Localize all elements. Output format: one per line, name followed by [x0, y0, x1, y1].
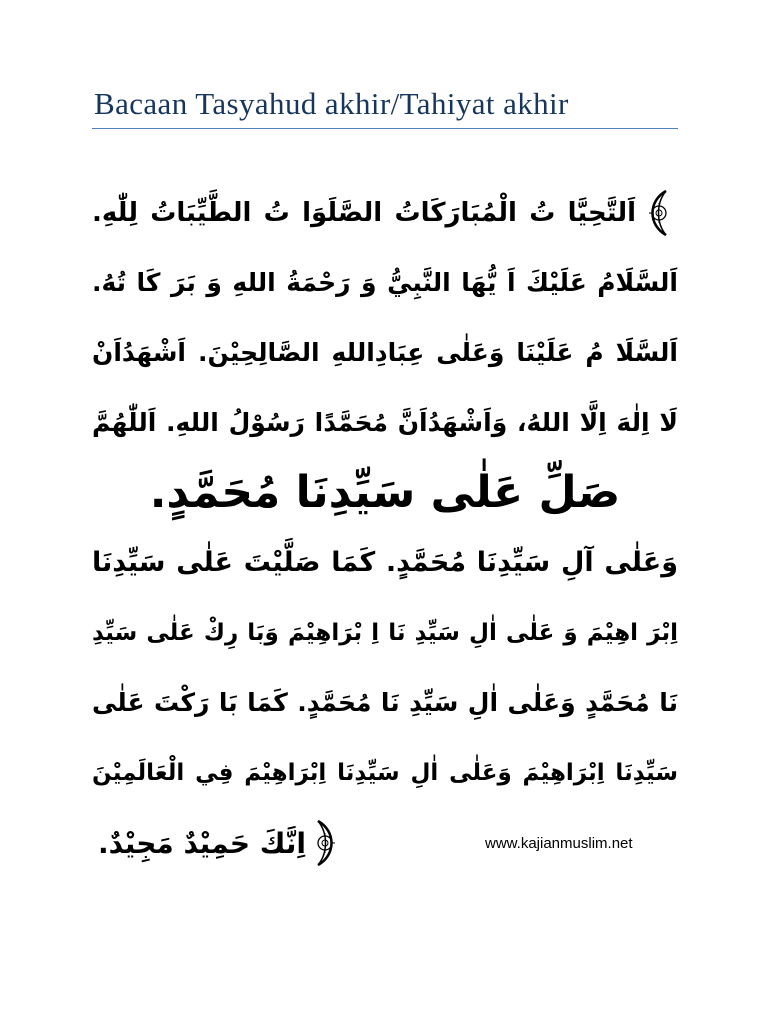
text-line: نَا مُحَمَّدٍ وَعَلٰى اٰلِ سَيِّدِ نَا مُحَمَّدٍ. كَمَا بَا رَكْتَ عَلٰى: [92, 688, 678, 717]
text-line: اِبْرَ اهِيْمَ وَ عَلٰى اٰلِ سَيِّدِ نَا اِ بْرَاهِيْمَ وَبَا رِكْ عَلٰى سَيِّدِ: [92, 620, 678, 646]
text-line-4: [92, 388, 678, 458]
text-line: اَلسَّلَا مُ عَلَيْنَا وَعَلٰى عِبَادِاللهِ الصَّالِحِيْنَ. اَشْهَدُاَنْ: [92, 338, 678, 367]
text-line-9: [92, 738, 678, 808]
ayah-ornament-open-icon: [642, 187, 672, 239]
title-divider: [92, 128, 678, 129]
text-line: اَلتَّحِيَّا تُ الْمُبَارَكَاتُ الصَّلَوَا تُ الطَّيِّبَاتُ لِلّٰهِ.: [92, 198, 636, 228]
text-line: اِنَّكَ حَمِيْدٌ مَجِيْدٌ.: [98, 826, 306, 860]
text-line: وَعَلٰى آلِ سَيِّدِنَا مُحَمَّدٍ. كَمَا صَلَّيْتَ عَلٰى سَيِّدِنَا: [92, 547, 678, 578]
text-line-5: [92, 458, 678, 528]
text-line-10: [92, 808, 678, 878]
text-line-6: [92, 528, 678, 598]
website-watermark: www.kajianmuslim.net: [485, 834, 633, 852]
page-title: Bacaan Tasyahud akhir/Tahiyat akhir: [94, 86, 569, 121]
text-line-7: [92, 598, 678, 668]
text-line: اَلسَّلَامُ عَلَيْكَ اَ يُّهَا النَّبِيُّ وَ رَحْمَةُ اللهِ وَ بَرَ كَا تُهُ.: [92, 268, 678, 297]
text-line: سَيِّدِنَا اِبْرَاهِيْمَ وَعَلٰى اٰلِ سَيِّدِنَا اِبْرَاهِيْمَ فِي الْعَالَمِيْنَ: [92, 760, 678, 786]
text-line-8: [92, 668, 678, 738]
ayah-ornament-close-icon: [312, 817, 342, 869]
tasyahud-text: [92, 178, 678, 878]
text-line: صَلِّ عَلٰى سَيِّدِنَا مُحَمَّدٍ.: [149, 467, 621, 518]
text-line-3: [92, 318, 678, 388]
text-line-1: [92, 178, 678, 248]
text-line: لَا اِلٰهَ اِلَّا اللهُ، وَاَشْهَدُاَنَّ مُحَمَّدًا رَسُوْلُ اللهِ. اَللّٰهُمَّ: [92, 408, 678, 437]
text-line-2: [92, 248, 678, 318]
